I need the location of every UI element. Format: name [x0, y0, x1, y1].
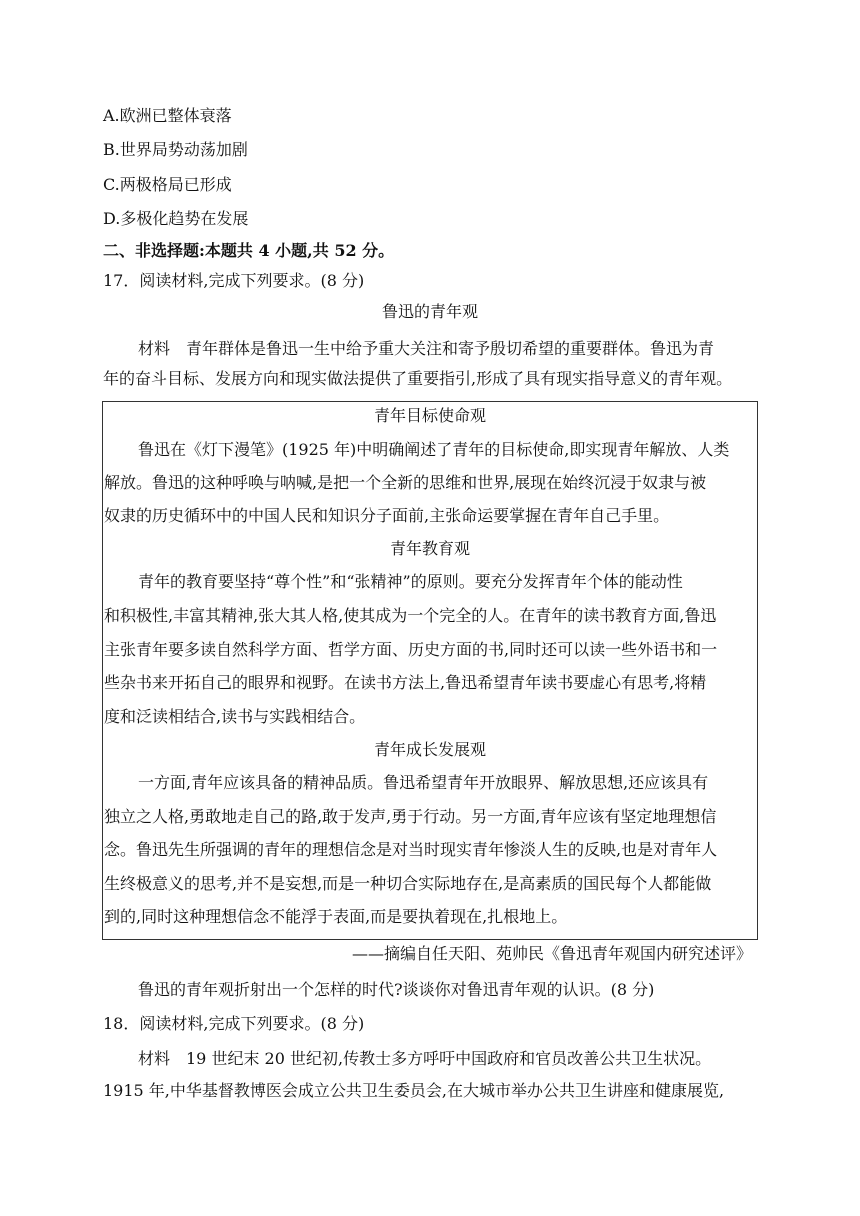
option-b: B.世界局势动荡加剧	[103, 140, 248, 159]
q18-material-line: 材料 19 世纪末 20 世纪初,传教士多方呼吁中国政府和官员改善公共卫生状况。	[138, 1049, 712, 1068]
box-section-title: 青年成长发展观	[373, 740, 486, 759]
q17-question: 鲁迅的青年观折射出一个怎样的时代?谈谈你对鲁迅青年观的认识。(8 分)	[138, 980, 655, 999]
q17-intro-line: 年的奋斗目标、发展方向和现实做法提供了重要指引,形成了具有现实指导意义的青年观。	[103, 369, 733, 388]
option-d: D.多极化趋势在发展	[103, 209, 249, 228]
q18-material-line: 1915 年,中华基督教博医会成立公共卫生委员会,在大城市举办公共卫生讲座和健康展览,	[103, 1081, 725, 1100]
box-line: 鲁迅在《灯下漫笔》(1925 年)中明确阐述了青年的目标使命,即实现青年解放、人类	[138, 440, 730, 459]
box-line: 青年的教育要坚持“尊个性”和“张精神”的原则。要充分发挥青年个体的能动性	[138, 572, 683, 591]
option-c: C.两极格局已形成	[103, 175, 232, 194]
box-line: 到的,同时这种理想信念不能浮于表面,而是要执着现在,扎根地上。	[104, 907, 568, 926]
material-source: ——摘编自任天阳、苑帅民《鲁迅青年观国内研究述评》	[351, 944, 752, 963]
q17-title: 鲁迅的青年观	[381, 302, 478, 321]
option-a: A.欧洲已整体衰落	[103, 106, 232, 125]
box-line: 和积极性,丰富其精神,张大其人格,使其成为一个完全的人。在青年的读书教育方面,鲁迅	[104, 606, 717, 625]
box-line: 解放。鲁迅的这种呼唤与呐喊,是把一个全新的思维和世界,展现在始终沉浸于奴隶与被	[104, 473, 707, 492]
q18-heading: 18．阅读材料,完成下列要求。(8 分)	[103, 1014, 365, 1033]
box-line: 度和泛读相结合,读书与实践相结合。	[104, 707, 366, 726]
box-line: 生终极意义的思考,并不是妄想,而是一种切合实际地存在,是高素质的国民每个人都能做	[104, 874, 712, 893]
section-heading: 二、非选择题:本题共 4 小题,共 52 分。	[103, 241, 395, 260]
box-section-title: 青年目标使命观	[373, 406, 486, 425]
box-line: 些杂书来开拓自己的眼界和视野。在读书方法上,鲁迅希望青年读书要虚心有思考,将精	[104, 673, 707, 692]
box-line: 念。鲁迅先生所强调的青年的理想信念是对当时现实青年惨淡人生的反映,也是对青年人	[104, 840, 718, 859]
q17-intro-line: 材料 青年群体是鲁迅一生中给予重大关注和寄予殷切希望的重要群体。鲁迅为青	[138, 339, 715, 358]
box-line: 主张青年要多读自然科学方面、哲学方面、历史方面的书,同时还可以读一些外语书和一	[104, 640, 718, 659]
box-line: 独立之人格,勇敢地走自己的路,敢于发声,勇于行动。另一方面,青年应该有坚定地理想信	[104, 807, 717, 826]
box-line: 奴隶的历史循环中的中国人民和知识分子面前,主张命运要掌握在青年自己手里。	[104, 506, 670, 525]
q17-heading: 17．阅读材料,完成下列要求。(8 分)	[103, 271, 365, 290]
box-section-title: 青年教育观	[389, 539, 470, 558]
box-line: 一方面,青年应该具备的精神品质。鲁迅希望青年开放眼界、解放思想,还应该具有	[138, 773, 709, 792]
